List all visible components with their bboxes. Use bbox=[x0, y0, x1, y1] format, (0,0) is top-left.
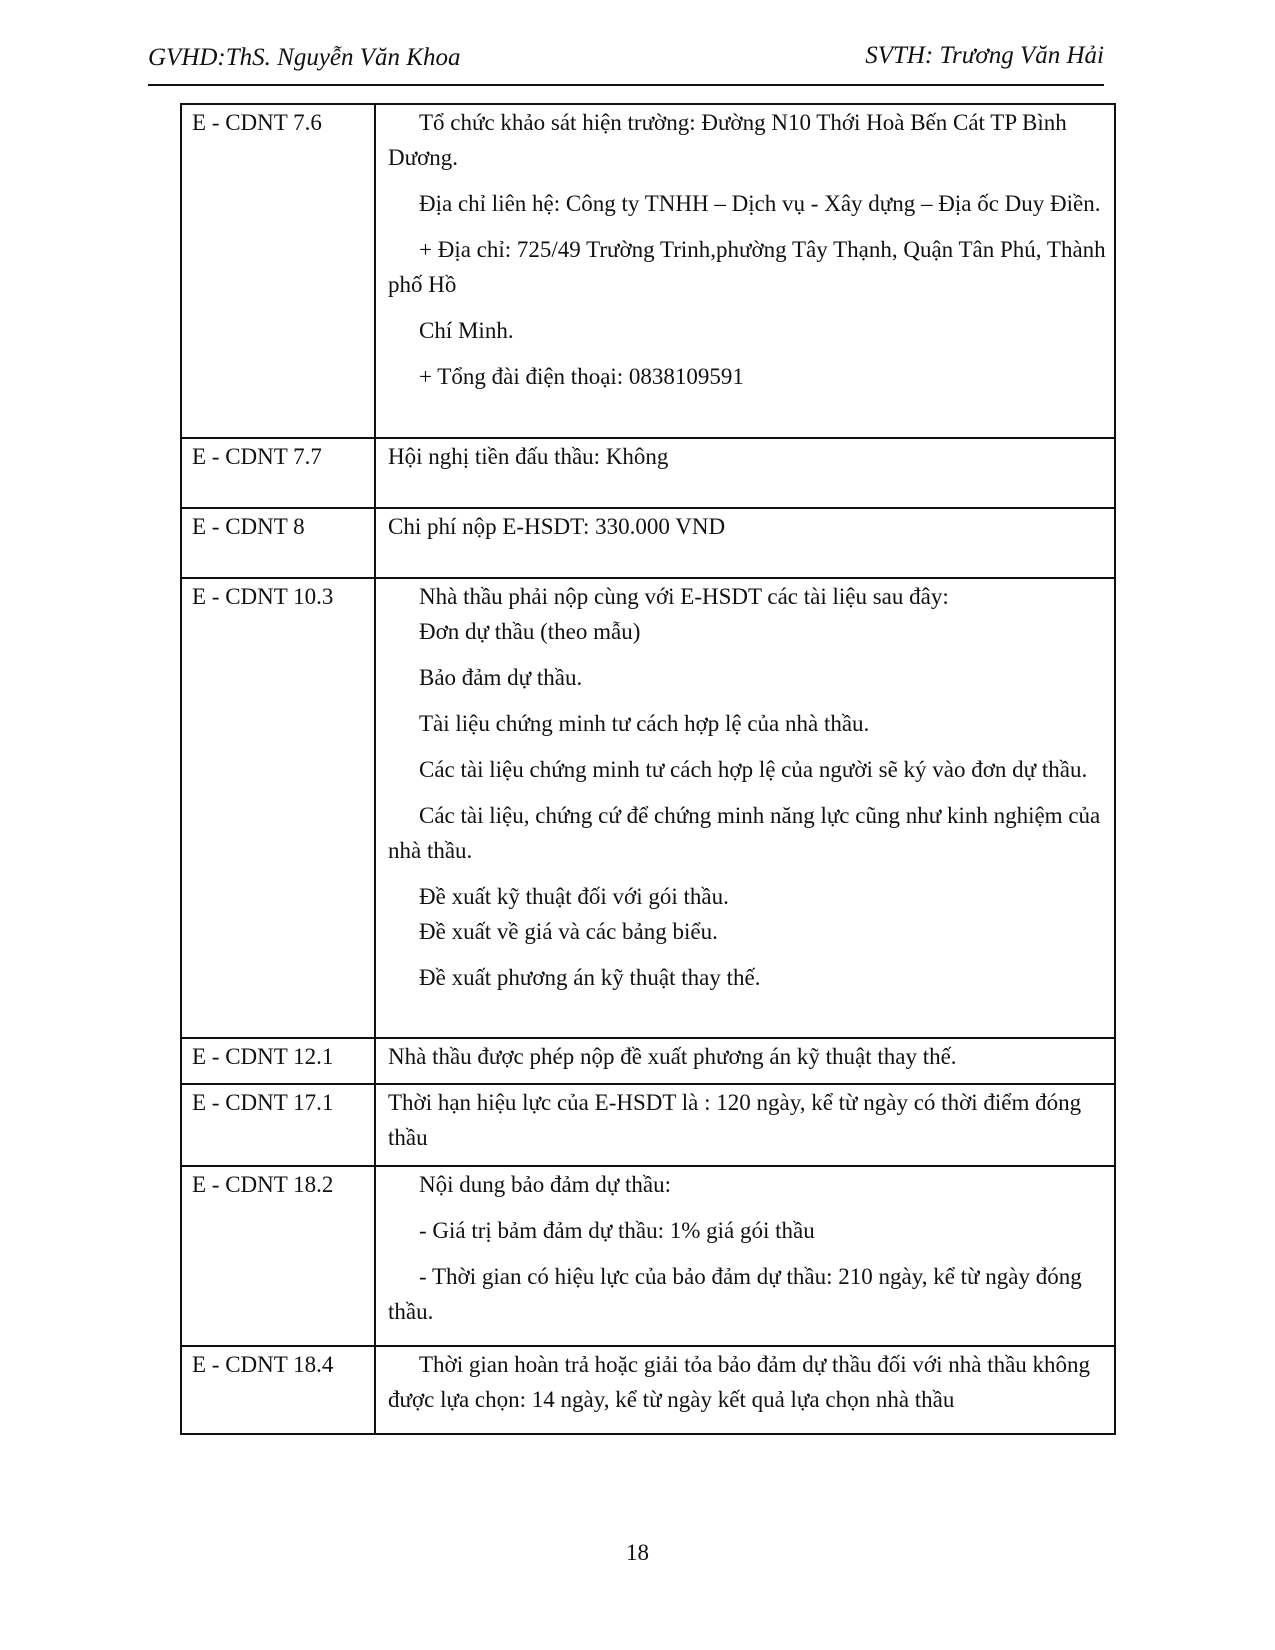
row-code: E - CDNT 18.4 bbox=[181, 1346, 375, 1434]
content-line: - Thời gian có hiệu lực của bảo đảm dự thầu: 210 ngày, kể từ ngày đóng thầu. bbox=[388, 1264, 1082, 1324]
row-code: E - CDNT 12.1 bbox=[181, 1038, 375, 1084]
content-line: Nhà thầu được phép nộp đề xuất phương án kỹ thuật thay thế. bbox=[388, 1044, 957, 1069]
content-line: Tổ chức khảo sát hiện trường: Đường N10 Thới Hoà Bến Cát TP Bình Dương. bbox=[388, 110, 1067, 170]
row-code: E - CDNT 17.1 bbox=[181, 1084, 375, 1166]
content-line: Thời gian hoàn trả hoặc giải tỏa bảo đảm dự thầu đối với nhà thầu không được lựa chọn: 14 ngày, kể từ ngày kết quả lựa chọn nhà thầu bbox=[388, 1352, 1091, 1412]
row-content bbox=[375, 1166, 1115, 1346]
content-line: Đơn dự thầu (theo mẫu) bbox=[419, 619, 641, 644]
supervisor-label: GVHD:ThS. Nguyễn Văn Khoa bbox=[148, 44, 461, 71]
content-line: Các tài liệu chứng minh tư cách hợp lệ của người sẽ ký vào đơn dự thầu. bbox=[419, 757, 1088, 782]
table-row bbox=[181, 1084, 1115, 1166]
row-code: E - CDNT 8 bbox=[181, 508, 375, 578]
row-content bbox=[375, 578, 1115, 1038]
tender-data-table bbox=[180, 103, 1116, 1435]
table-row bbox=[181, 1346, 1115, 1434]
row-code: E - CDNT 18.2 bbox=[181, 1166, 375, 1346]
content-line: Địa chỉ liên hệ: Công ty TNHH – Dịch vụ - Xây dựng – Địa ốc Duy Điền. bbox=[419, 191, 1101, 216]
table-row bbox=[181, 508, 1115, 578]
content-line: Hội nghị tiền đấu thầu: Không bbox=[388, 444, 669, 469]
content-line: Bảo đảm dự thầu. bbox=[419, 665, 583, 690]
table-row bbox=[181, 1038, 1115, 1084]
table-row bbox=[181, 438, 1115, 508]
table-row bbox=[181, 1166, 1115, 1346]
content-line: Chí Minh. bbox=[419, 318, 514, 343]
table-row bbox=[181, 578, 1115, 1038]
page-number: 18 bbox=[626, 1540, 649, 1565]
row-code: E - CDNT 7.6 bbox=[181, 104, 375, 438]
content-line: + Tổng đài điện thoại: 0838109591 bbox=[419, 364, 744, 389]
content-line: Chi phí nộp E-HSDT: 330.000 VND bbox=[388, 514, 726, 539]
row-content bbox=[375, 1084, 1115, 1166]
content-line: Tài liệu chứng minh tư cách hợp lệ của nhà thầu. bbox=[419, 711, 870, 736]
content-line: Đề xuất về giá và các bảng biểu. bbox=[419, 919, 718, 944]
student-label: SVTH: Trương Văn Hải bbox=[865, 42, 1104, 69]
row-content bbox=[375, 104, 1115, 438]
row-code: E - CDNT 10.3 bbox=[181, 578, 375, 1038]
row-content bbox=[375, 1346, 1115, 1434]
content-line: Đề xuất phương án kỹ thuật thay thế. bbox=[419, 965, 761, 990]
page-header bbox=[148, 40, 1104, 86]
row-content bbox=[375, 1038, 1115, 1084]
content-line: Các tài liệu, chứng cứ để chứng minh năng lực cũng như kinh nghiệm của nhà thầu. bbox=[388, 803, 1101, 863]
content-line: Nhà thầu phải nộp cùng với E-HSDT các tài liệu sau đây: bbox=[419, 584, 949, 609]
row-code: E - CDNT 7.7 bbox=[181, 438, 375, 508]
table-row bbox=[181, 104, 1115, 438]
row-content bbox=[375, 438, 1115, 508]
content-line: Nội dung bảo đảm dự thầu: bbox=[419, 1172, 672, 1197]
content-line: Thời hạn hiệu lực của E-HSDT là : 120 ngày, kể từ ngày có thời điểm đóng thầu bbox=[388, 1090, 1082, 1150]
content-line: + Địa chỉ: 725/49 Trường Trinh,phường Tây Thạnh, Quận Tân Phú, Thành phố Hồ bbox=[388, 237, 1106, 297]
content-line: Đề xuất kỹ thuật đối với gói thầu. bbox=[419, 884, 729, 909]
content-line: - Giá trị bảm đảm dự thầu: 1% giá gói thầu bbox=[419, 1218, 815, 1243]
row-content bbox=[375, 508, 1115, 578]
